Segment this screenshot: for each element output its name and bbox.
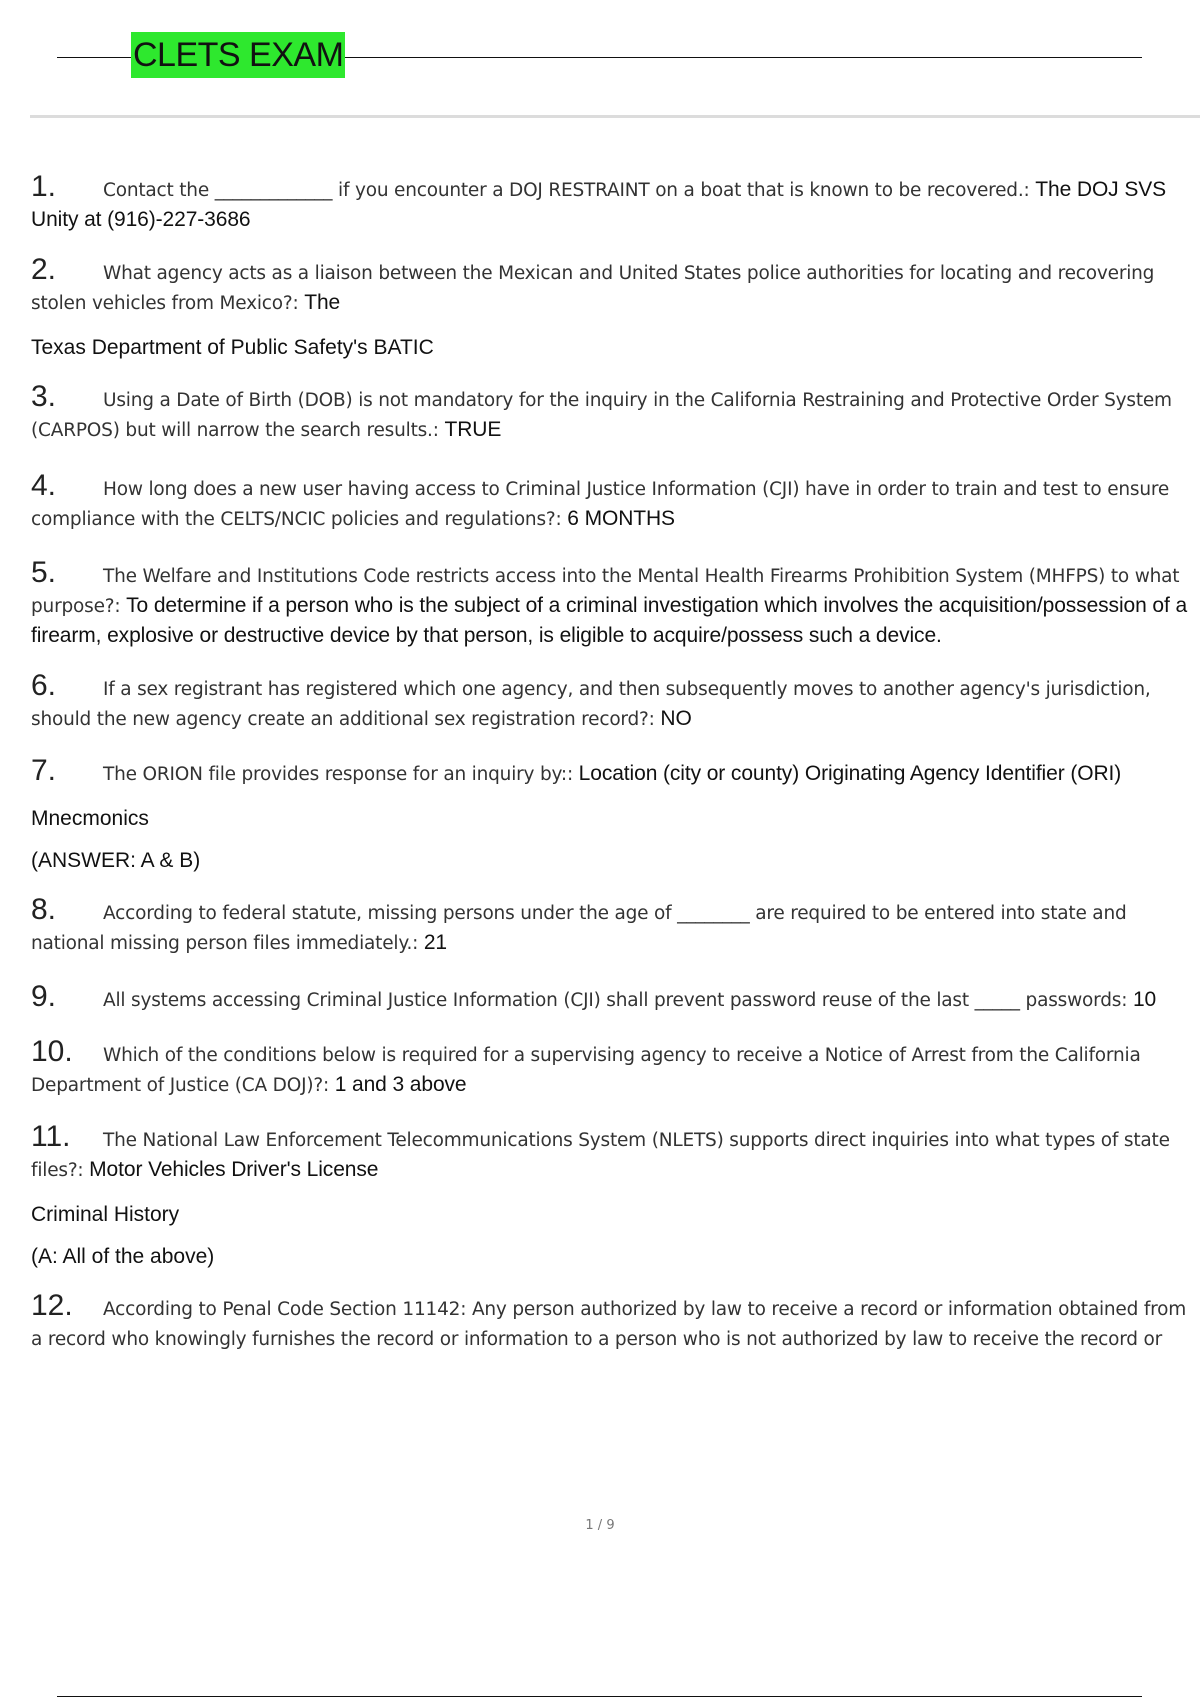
question-text: Using a Date of Birth (DOB) is not mandatory for the inquiry in the California Restraining and Protective Order System (CARPOS) but will narrow the search results.: — [31, 390, 1172, 441]
question-text: Which of the conditions below is required for a supervising agency to receive a Notice of Arrest from the California Department of Justice (CA DOJ)?: — [31, 1045, 1141, 1096]
question-item — [31, 558, 1196, 651]
question-text: All systems accessing Criminal Justice Information (CJI) shall prevent password reuse of the last _____ passwords: — [103, 990, 1128, 1011]
question-item — [31, 172, 1196, 235]
question-item — [31, 1122, 1196, 1185]
question-item — [31, 471, 1196, 534]
answer-text: The — [304, 291, 341, 314]
question-item — [31, 895, 1196, 958]
question-number: 11. — [31, 1120, 71, 1153]
question-item — [31, 382, 1196, 445]
answer-text: Motor Vehicles Driver's License — [89, 1158, 379, 1181]
header-divider — [30, 115, 1200, 118]
question-text: Contact the _____________ if you encounter a DOJ RESTRAINT on a boat that is known to be recovered.: — [103, 180, 1030, 201]
question-number: 1. — [31, 170, 57, 203]
answer-continuation: (A: All of the above) — [31, 1245, 215, 1268]
answer-continuation: Mnecmonics — [31, 807, 149, 830]
answer-text: NO — [660, 707, 692, 730]
question-number: 5. — [31, 556, 57, 589]
question-text: The National Law Enforcement Telecommunications System (NLETS) supports direct inquiries into what types of state files?: — [31, 1130, 1170, 1181]
question-number: 3. — [31, 380, 57, 413]
page-header — [57, 30, 1142, 80]
question-number: 10. — [31, 1035, 73, 1068]
question-number: 4. — [31, 469, 57, 502]
footer-rule — [57, 1696, 1142, 1697]
question-text: The Welfare and Institutions Code restricts access into the Mental Health Firearms Prohibition System (MHFPS) to what purpose?: — [31, 566, 1180, 617]
question-number: 2. — [31, 253, 57, 286]
question-text: The ORION file provides response for an inquiry by:: — [103, 764, 573, 785]
question-item — [31, 671, 1196, 734]
question-item — [31, 255, 1196, 318]
question-item — [31, 1291, 1196, 1354]
answer-text: 6 MONTHS — [567, 507, 675, 530]
question-text: What agency acts as a liaison between the Mexican and United States police authorities for locating and recovering stolen vehicles from Mexico?: — [31, 263, 1155, 314]
question-number: 6. — [31, 669, 57, 702]
question-item — [31, 982, 1196, 1015]
answer-continuation: Texas Department of Public Safety's BATIC — [31, 336, 434, 359]
answer-text: 10 — [1132, 988, 1157, 1011]
answer-text: TRUE — [444, 418, 502, 441]
question-number: 7. — [31, 754, 57, 787]
answer-text: 1 and 3 above — [334, 1073, 467, 1096]
question-text: If a sex registrant has registered which one agency, and then subsequently moves to another agency's jurisdiction, should the new agency create an additional sex registration record?: — [31, 679, 1151, 730]
question-text: According to Penal Code Section 11142: Any person authorized by law to receive a record or information obtained from a record who knowingly furnishes the record or information to a person who is not authorized by law to receive the record or — [31, 1299, 1187, 1350]
answer-text: Location (city or county) Originating Agency Identifier (ORI) — [578, 762, 1122, 785]
answer-text: 21 — [423, 931, 448, 954]
question-text: According to federal statute, missing persons under the age of ________ are required to be entered into state and national missing person files immediately.: — [31, 903, 1127, 954]
document-title: CLETS EXAM — [131, 32, 345, 78]
question-number: 12. — [31, 1289, 73, 1322]
question-item — [31, 756, 1196, 789]
question-text: How long does a new user having access to Criminal Justice Information (CJI) have in order to train and test to ensure compliance with the CELTS/NCIC policies and regulations?: — [31, 479, 1170, 530]
question-number: 8. — [31, 893, 57, 926]
question-number: 9. — [31, 980, 57, 1013]
answer-continuation: Criminal History — [31, 1203, 180, 1226]
question-list — [31, 172, 1196, 1354]
question-item — [31, 1037, 1196, 1100]
answer-continuation: (ANSWER: A & B) — [31, 849, 201, 872]
answer-text: To determine if a person who is the subject of a criminal investigation which involves the acquisition/possession of a firearm, explosive or destructive device by that person, is eligible to acquire/possess such a device. — [31, 594, 1188, 647]
page-number: 1 / 9 — [585, 1518, 615, 1533]
answer-text: The DOJ SVS Unity at (916)-227-3686 — [31, 178, 1167, 231]
